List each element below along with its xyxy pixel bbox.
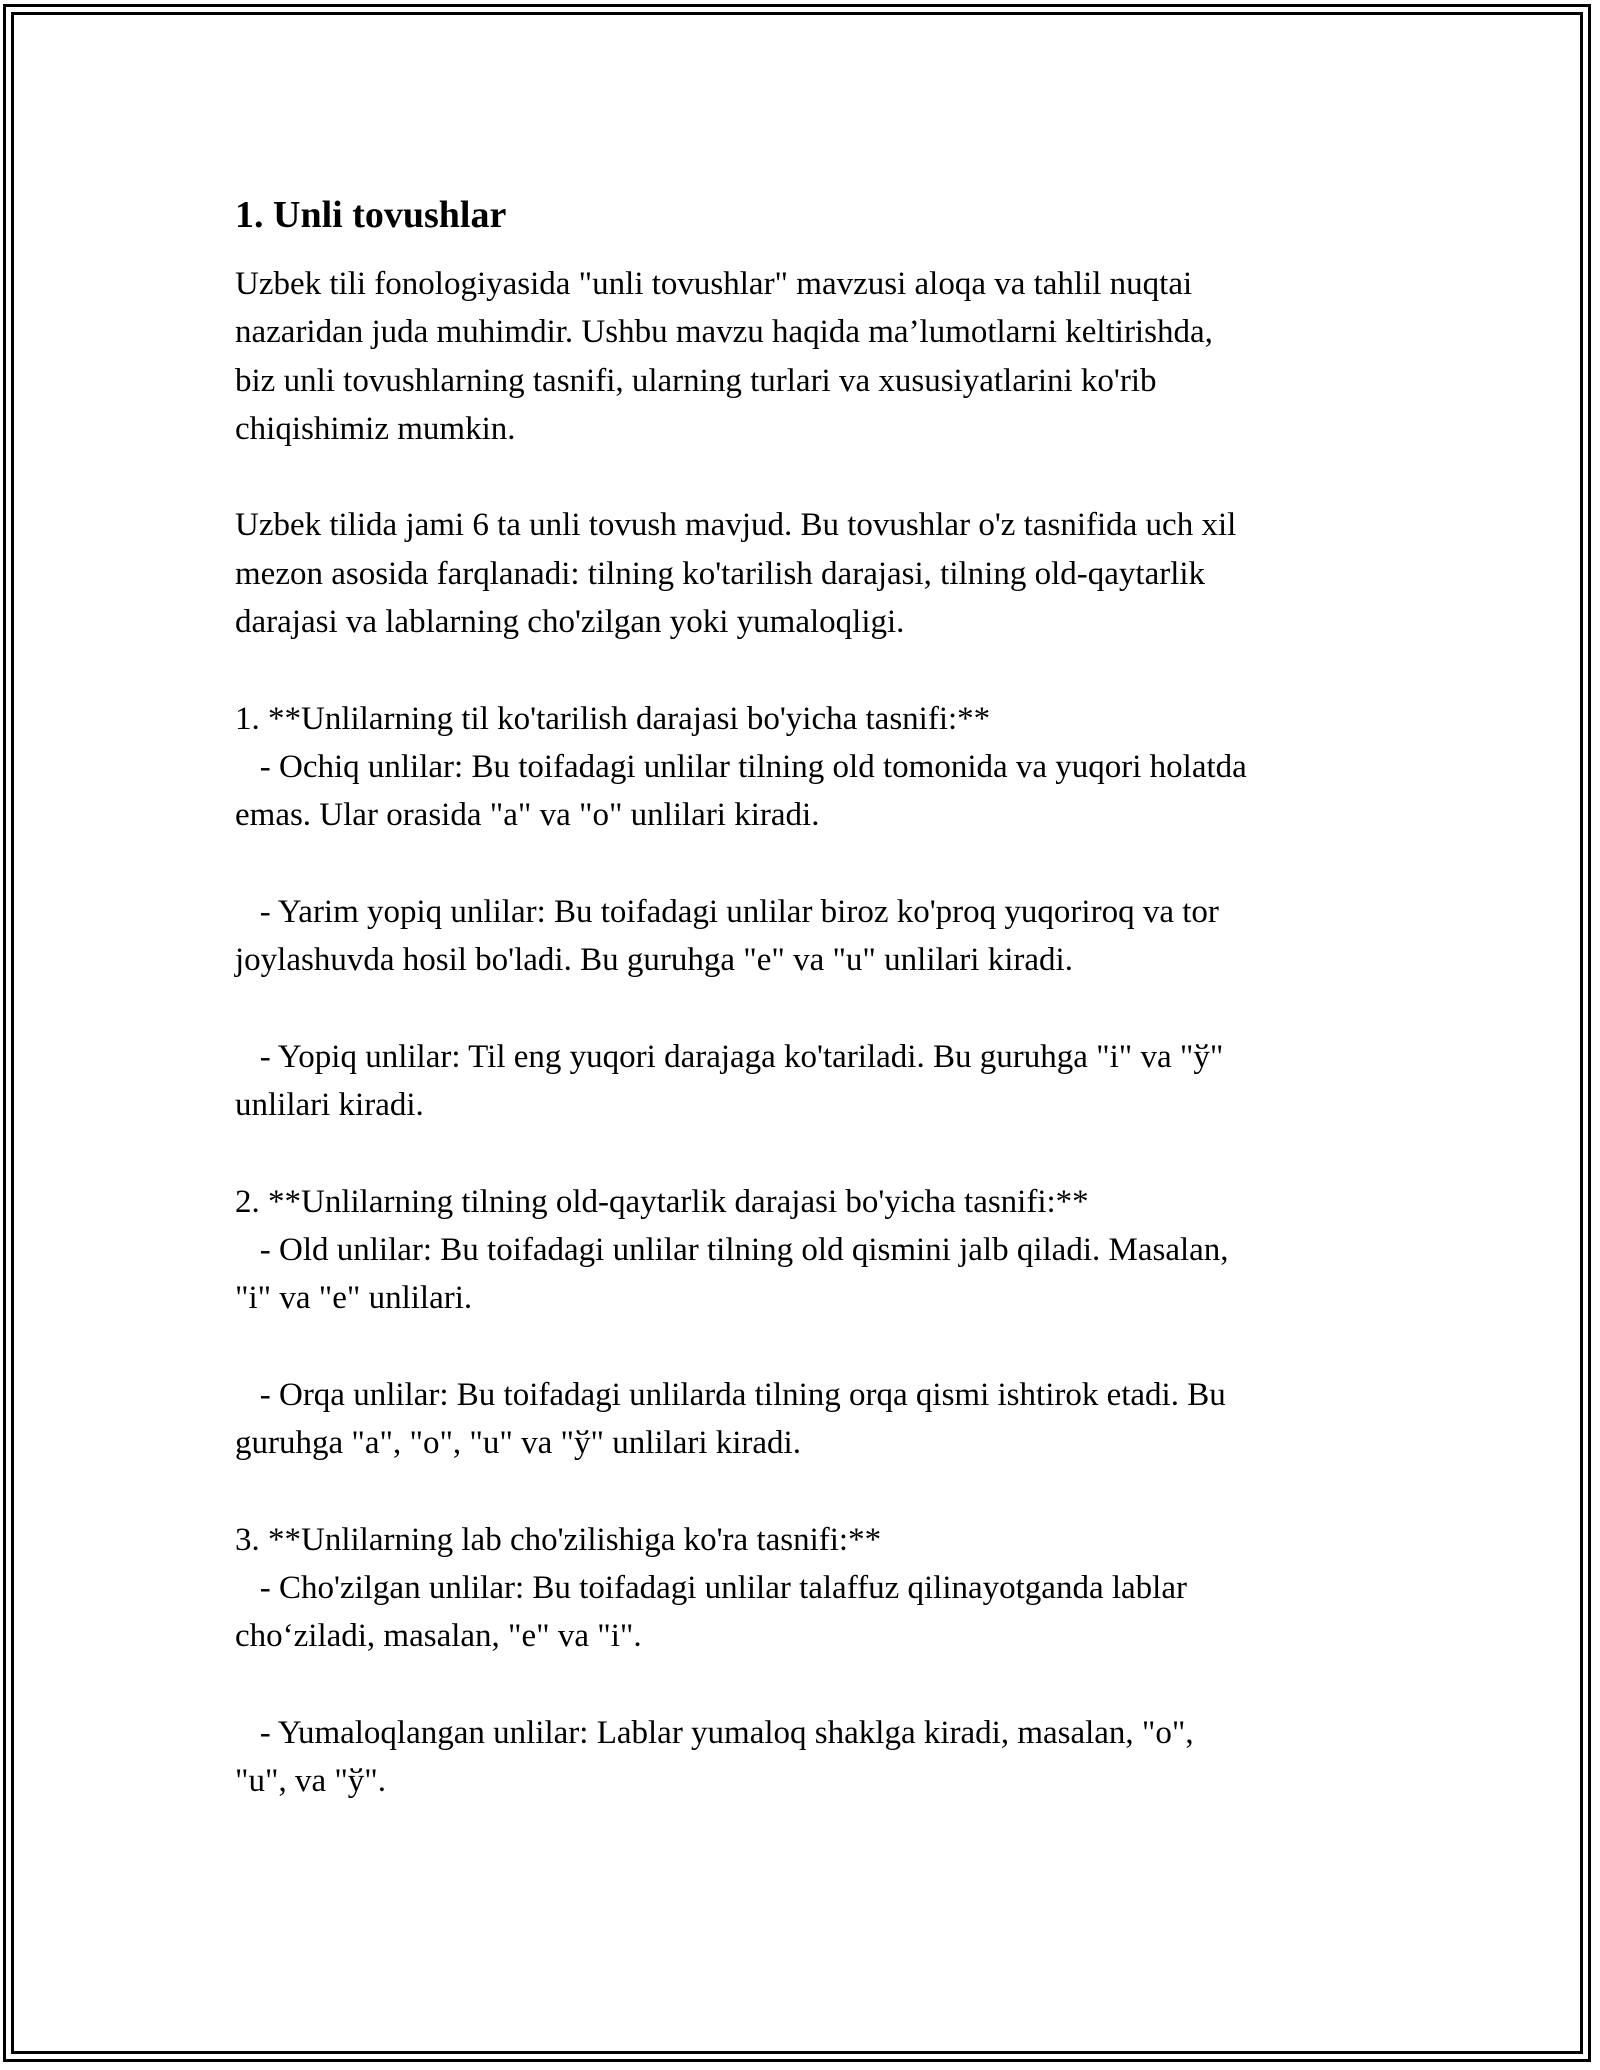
text-line: - Old unlilar: Bu toifadagi unlilar tilning old qismini jalb qiladi. Masalan, [235,1231,1229,1268]
document-body [235,190,1375,1806]
text-line: Uzbek tilida jami 6 ta unli tovush mavjud. Bu tovushlar o'z tasnifida uch xil [235,507,1237,544]
text-line: cho‘ziladi, masalan, "e" va "i". [235,1618,642,1655]
text-line: nazaridan juda muhimdir. Ushbu mavzu haqida ma’lumotlarni keltirishda, [235,314,1213,351]
text-line: unlilari kiradi. [235,1087,424,1124]
text-line: mezon asosida farqlanadi: tilning ko'tarilish darajasi, tilning old-qaytarlik [235,555,1206,592]
text-line: - Ochiq unlilar: Bu toifadagi unlilar tilning old tomonida va yuqori holatda [235,748,1247,785]
text-line: guruhga "a", "o", "u" va "ў" unlilari kiradi. [235,1425,801,1462]
text-line: - Orqa unlilar: Bu toifadagi unlilarda tilning orqa qismi ishtirok etadi. Bu [235,1376,1226,1413]
text-line: Uzbek tili fonologiyasida "unli tovushlar" mavzusi aloqa va tahlil nuqtai [235,266,1193,302]
text-line: "u", va "ў". [235,1763,387,1800]
blank-line [235,1467,1375,1515]
text-line: - Yarim yopiq unlilar: Bu toifadagi unlilar biroz ko'proq yuqoriroq va tor [235,893,1219,930]
document-text [235,260,1375,1806]
text-line: - Cho'zilgan unlilar: Bu toifadagi unlilar talaffuz qilinayotganda lablar [235,1570,1187,1607]
text-line: chiqishimiz mumkin. [235,410,516,447]
text-line: emas. Ular orasida "a" va "o" unlilari kiradi. [235,797,820,834]
blank-line [235,984,1375,1032]
text-line: 1. **Unlilarning til ko'tarilish darajasi bo'yicha tasnifi:** [235,700,991,737]
blank-line [235,1129,1375,1177]
text-line: biz unli tovushlarning tasnifi, ularning turlari va xususiyatlarini ko'rib [235,362,1157,399]
blank-line [235,1661,1375,1709]
text-line: 2. **Unlilarning tilning old-qaytarlik darajasi bo'yicha tasnifi:** [235,1183,1089,1220]
text-line: - Yopiq unlilar: Til eng yuqori darajaga ko'tariladi. Bu guruhga "i" va "ў" [235,1038,1224,1075]
blank-line [235,646,1375,694]
blank-line [235,840,1375,888]
text-line: 3. **Unlilarning lab cho'zilishiga ko'ra tasnifi:** [235,1521,882,1558]
text-line: "i" va "e" unlilari. [235,1280,473,1317]
blank-line [235,453,1375,501]
text-line: - Yumaloqlangan unlilar: Lablar yumaloq shaklga kiradi, masalan, "o", [235,1714,1194,1751]
blank-line [235,1323,1375,1371]
section-heading: 1. Unli tovushlar [235,194,507,236]
text-line: darajasi va lablarning cho'zilgan yoki yumaloqligi. [235,604,905,641]
text-line: joylashuvda hosil bo'ladi. Bu guruhga "e" va "u" unlilari kiradi. [235,942,1073,979]
